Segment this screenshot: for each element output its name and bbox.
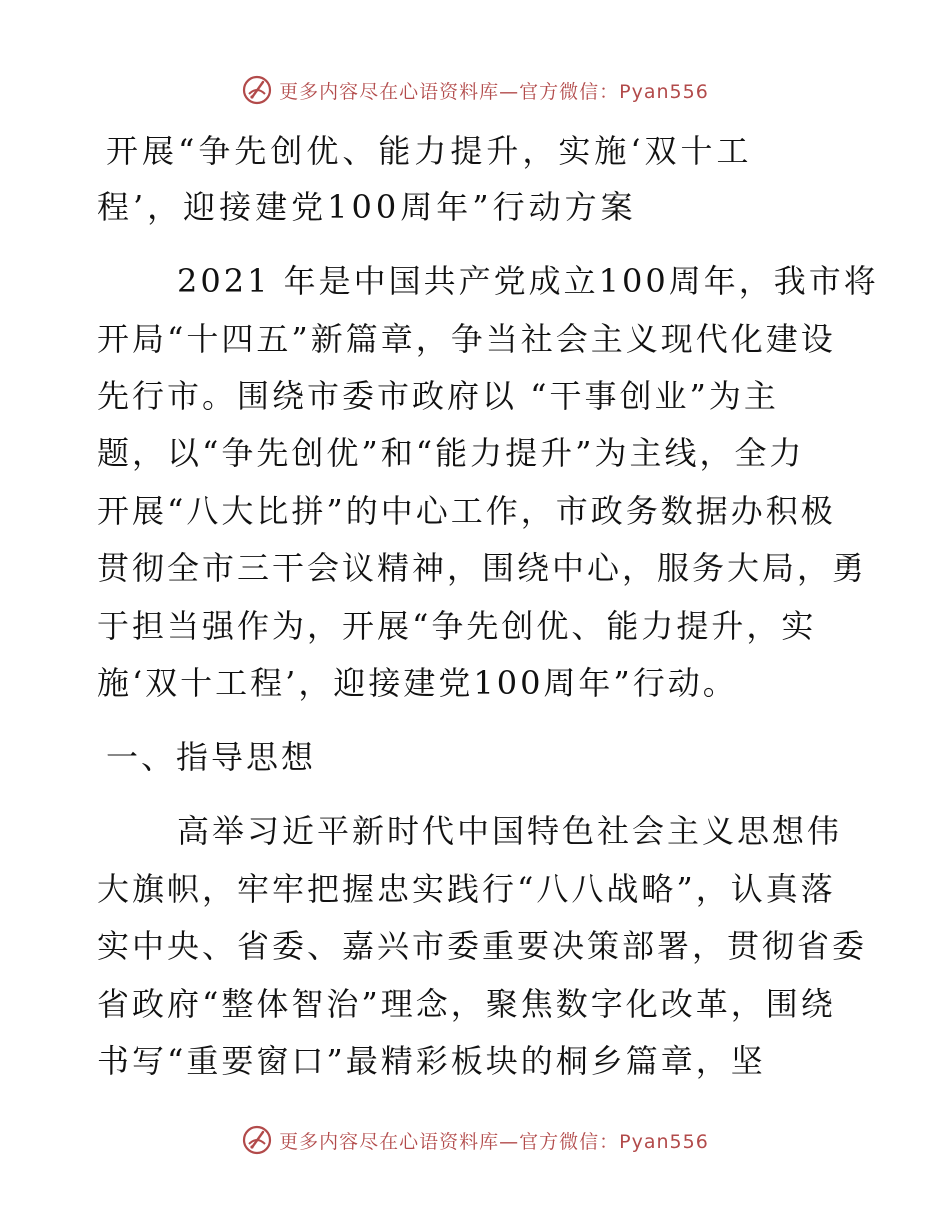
watermark-text: 更多内容尽在心语资料库—官方微信：Pyan556	[279, 80, 709, 103]
paragraph-2-line-5: 书写“重要窗口”最精彩板块的桐乡篇章，坚	[97, 1042, 766, 1080]
paragraph-1-line-3: 先行市。围绕市委市政府以 “干事创业”为主	[97, 377, 779, 415]
paragraph-1-line-7: 于担当强作为，开展“争先创优、能力提升，实	[97, 607, 817, 645]
paragraph-2-line-2: 大旗帜，牢牢把握忠实践行“八八战略”，认真落	[97, 870, 836, 908]
paragraph-1-line-1: 2021 年是中国共产党成立100周年，我市将	[177, 262, 879, 300]
paragraph-1-line-4: 题，以“争先创优”和“能力提升”为主线，全力	[97, 434, 805, 472]
watermark-banner-top	[0, 70, 950, 110]
paragraph-1-line-6: 贯彻全市三干会议精神，围绕中心，服务大局，勇	[97, 549, 868, 587]
watermark-banner-bottom	[0, 1120, 950, 1160]
document-title-line-2: 程’，迎接建党100周年”行动方案	[97, 188, 637, 226]
paragraph-2-line-3: 实中央、省委、嘉兴市委重要决策部署，贯彻省委	[97, 927, 868, 965]
book-quill-icon	[241, 74, 273, 106]
section-1-heading: 一、指导思想	[106, 738, 317, 776]
paragraph-1-line-5: 开展“八大比拼”的中心工作，市政务数据办积极	[97, 492, 836, 530]
book-quill-icon	[241, 1124, 273, 1156]
document-title-line-1: 开展“争先创优、能力提升，实施‘双十工	[106, 132, 753, 170]
watermark-text: 更多内容尽在心语资料库—官方微信：Pyan556	[279, 1130, 709, 1153]
paragraph-1-line-2: 开局“十四五”新篇章，争当社会主义现代化建设	[97, 320, 836, 358]
paragraph-2-line-4: 省政府“整体智治”理念，聚焦数字化改革，围绕	[97, 985, 836, 1023]
paragraph-1-line-8: 施‘双十工程’，迎接建党100周年”行动。	[97, 664, 738, 702]
paragraph-2-line-1: 高举习近平新时代中国特色社会主义思想伟	[177, 812, 843, 850]
